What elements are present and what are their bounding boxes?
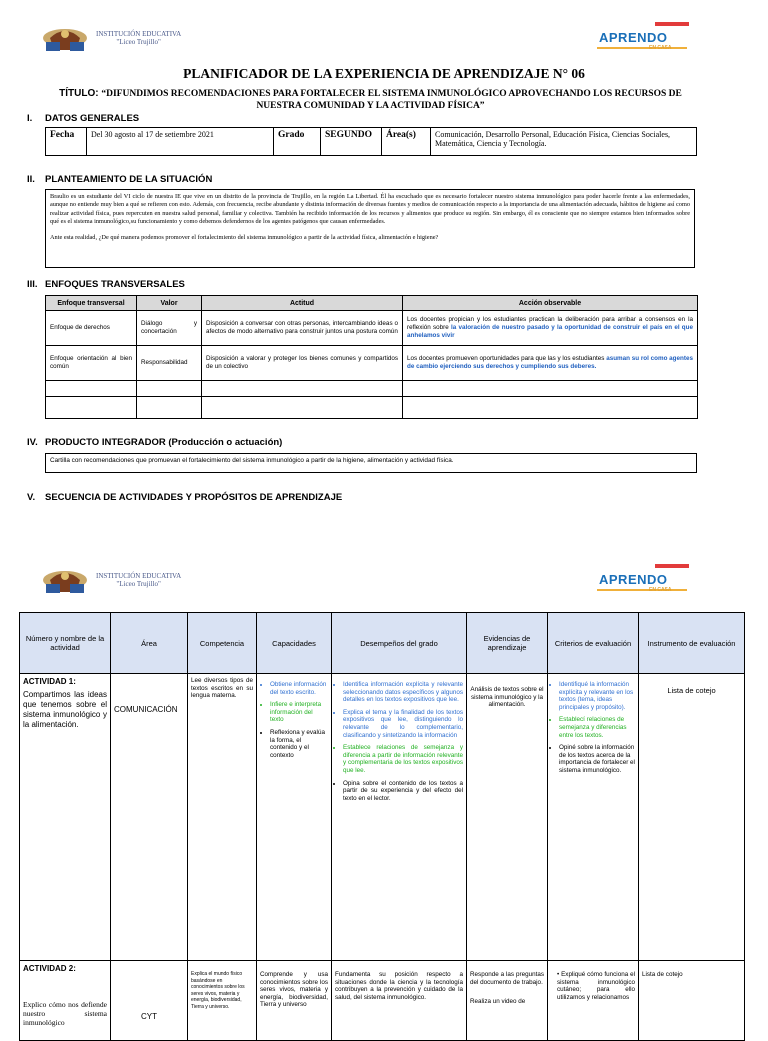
activity-title: ACTIVIDAD 2: [23,964,76,973]
capacidad-item: • Infiere e interpreta información del texto [270,701,328,724]
section-secuencia: V. SECUENCIA DE ACTIVIDADES Y PROPÓSITOS DE APRENDIZAJE [27,492,343,503]
situacion-box [45,189,695,268]
seq-header: Competencia [188,613,257,674]
aprendo-text: APRENDO [599,572,668,587]
desempeno-item: • Opina sobre el contenido de los textos a partir de su experiencia y del efecto del texto en el lector. [343,780,463,803]
enf-cell: Enfoque orientación al bien común [46,346,137,381]
instrumento-cell: Lista de cotejo [639,674,745,961]
document-title: PLANIFICADOR DE LA EXPERIENCIA DE APRENDIZAJE N° 06 [183,66,585,81]
criterio-item: • Opiné sobre la información de los textos acerca de la importancia de fortalecer el sistema inmunológico. [559,744,635,774]
crest-icon [40,566,90,594]
desempeno-item: • Identifica información explícita y relevante seleccionando datos específicos y algunos detalles en los textos expositivos que lee. [343,677,463,704]
enf-header: Actitud [202,296,403,311]
seq-header: Instrumento de evaluación [639,613,745,674]
seq-header: Área [111,613,188,674]
datos-generales-table [45,127,697,156]
criterio-item: • Expliqué cómo funciona el sistema inmunológico cutáneo; para ello utilizamos y relacionamos [557,971,635,1001]
activity-title: ACTIVIDAD 1: [23,677,76,686]
crest-icon [40,24,90,52]
secuencia-table [19,612,745,1041]
titulo-label: TÍTULO: [59,88,99,99]
situacion-question: Ante esta realidad, ¿De qué manera podemos promover el fortalecimiento del sistema inmunológico a partir de la actividad física, alimentación e higiene? [50,233,439,241]
institution-logo [40,566,181,594]
producto-box: Cartilla con recomendaciones que promuevan el fortalecimiento del sistema inmunológico a partir de la higiene, alimentación y actividad física. [45,453,697,473]
enf-header: Enfoque transversal [46,296,137,311]
table-row [46,311,698,346]
capacidades-cell [257,674,332,961]
aprendo-text: APRENDO [599,30,668,45]
enf-cell: Los docentes promueven oportunidades para que las y los estudiantes asuman su rol como agentes de cambio ejerciendo sus derechos y cumpliendo sus deberes. [403,346,698,381]
table-row [46,397,698,419]
evidencia-item: Realiza un video de [470,998,526,1006]
table-row [20,674,745,961]
instrumento-cell: Lista de cotejo [639,961,745,1041]
table-row [46,346,698,381]
desempeno-item: • Establece relaciones de semejanza y diferencia a partir de información relevante y complementaria de los textos expositivos que lee. [343,744,463,774]
criterios-cell [548,961,639,1041]
fecha-value: Del 30 agosto al 17 de setiembre 2021 [87,128,274,156]
activity-name: Compartimos las ideas que tenemos sobre el sistema inmunológico y la alimentación. [23,690,107,729]
aprendo-sub: EN CASA [649,45,672,51]
grado-value: SEGUNDO [321,128,382,156]
section-datos-generales: I. DATOS GENERALES [27,113,140,124]
situacion-paragraph: Braulio es un estudiante del VI ciclo de nuestra IE que vive en un distrito de la provincia de Trujillo, en la región La Libertad. Él ha escuchado que es necesario fortalecer nuestro sistema inmunológico para poder hacerle frente a las enfermedades, aunque no entiende muy bien a qué se refieren con esto. Además, con frecuencia, recibe abundante y distinta información de diversas fuentes y medios de comunicación respecto a la importancia de una alimentación adecuada, hábitos de higiene así como realizar actividad física, pues repercuten en nuestra salud personal, familiar y colectiva. También ha recibido información de los recursos y alimentos que produce su región. Sin embargo, él es consciente que no siempre estamos bien informados sobre qué es el sistema inmunológico,su funcionamiento y como debemos defendernos de los agentes patógenos que causan enfermedades. [50,193,690,226]
fecha-label: Fecha [46,128,87,156]
area-cell: COMUNICACIÓN [111,674,188,961]
institution-logo [40,24,181,52]
section-enfoques: III. ENFOQUES TRANSVERSALES [27,279,185,290]
activity-cell [20,961,111,1041]
aprendo-logo [585,20,695,58]
titulo-text: “DIFUNDIMOS RECOMENDACIONES PARA FORTALECER EL SISTEMA INMUNOLÓGICO APROVECHANDO LOS RECURSOS DE NUESTRA COMUNIDAD Y LA ACTIVIDAD FÍSICA” [101,89,682,111]
desempenos-cell [332,674,467,961]
seq-header: Desempeños del grado [332,613,467,674]
seq-header: Criterios de evaluación [548,613,639,674]
capacidad-item: • Reflexiona y evalúa la forma, el contenido y el contexto [270,729,328,759]
seq-header: Número y nombre de la actividad [20,613,111,674]
area-value: Comunicación, Desarrollo Personal, Educación Física, Ciencias Sociales, Matemática, Ciencia y Tecnología. [431,128,697,156]
enf-cell: Responsabilidad [137,346,202,381]
institution-name: INSTITUCIÓN EDUCATIVA [96,572,182,580]
aprendo-sub: EN CASA [649,587,672,593]
desempenos-cell: Fundamenta su posición respecto a situaciones donde la ciencia y la tecnología contribuyen a la prevención y cuidado de la salud, del sistema inmunológico. [332,961,467,1041]
document-subtitle [38,88,703,112]
criterio-item: • Establecí relaciones de semejanza y diferencias entre los textos. [559,716,635,739]
activity-name: Explico cómo nos defiende nuestro sistema inmunológico [23,1000,107,1027]
evidencia-item: Responde a las preguntas del documento de trabajo. [470,971,544,986]
enfoques-table [45,295,698,419]
criterios-cell [548,674,639,961]
activity-cell [20,674,111,961]
capacidad-item: • Obtiene información del texto escrito. [270,677,328,696]
enf-header: Acción observable [403,296,698,311]
enf-cell: Disposición a conversar con otras personas, intercambiando ideas o afectos de modo alternativo para construir juntos una postura común [202,311,403,346]
competencia-cell: Lee diversos tipos de textos escritos en su lengua materna. [188,674,257,961]
grado-label: Grado [274,128,321,156]
table-row [20,961,745,1041]
evidencias-cell: Análisis de textos sobre el sistema inmunológico y la alimentación. [467,674,548,961]
enf-cell: Los docentes propician y los estudiantes practican la deliberación para arribar a consensos en la reflexión sobre la valoración de nuestro pasado y la oportunidad de construir el país en el que anhelamos vivir [403,311,698,346]
enf-cell: Enfoque de derechos [46,311,137,346]
institution-school: "Liceo Trujillo" [116,38,161,46]
aprendo-logo [585,562,695,600]
enf-header: Valor [137,296,202,311]
table-row [46,381,698,397]
section-planteamiento: II. PLANTEAMIENTO DE LA SITUACIÓN [27,174,213,185]
capacidades-cell: Comprende y usa conocimientos sobre los seres vivos, materia y energía, biodiversidad, Tierra y universo [257,961,332,1041]
seq-header: Capacidades [257,613,332,674]
area-label: Área(s) [382,128,431,156]
institution-school: "Liceo Trujillo" [116,580,161,588]
enf-cell: Disposición a valorar y proteger los bienes comunes y compartidos de un colectivo [202,346,403,381]
evidencias-cell [467,961,548,1041]
area-cell: CYT [111,961,188,1041]
criterio-item: • Identifiqué la información explícita y relevante en los textos (tema, ideas principales y propósito). [559,677,635,711]
institution-name: INSTITUCIÓN EDUCATIVA [96,30,182,38]
seq-header: Evidencias de aprendizaje [467,613,548,674]
competencia-cell: Explica el mundo físico basándose en conocimientos sobre los seres vivos, materia y energía, biodiversidad, Tierra y universo. [188,961,257,1041]
section-producto: IV. PRODUCTO INTEGRADOR (Producción o actuación) [27,437,283,448]
enf-cell: Diálogo y concertación [137,311,202,346]
desempeno-item: • Explica el tema y la finalidad de los textos expositivos que lee, distinguiendo lo relevante de lo complementario, clasificando y sintetizando la información [343,709,463,739]
